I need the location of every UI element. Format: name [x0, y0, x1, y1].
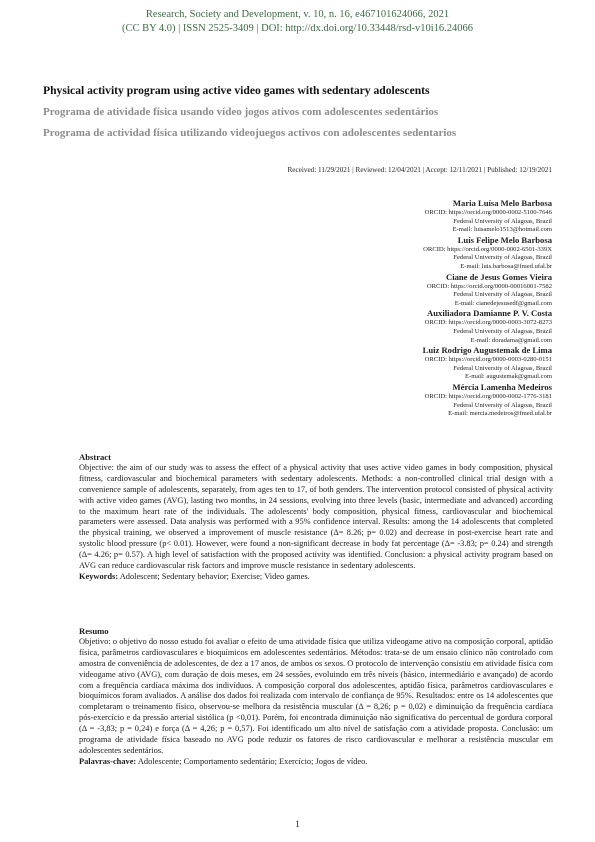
abstract-text: Objective: the aim of our study was to assess the effect of a physical activity that uses active video games in body composition, physical fitness, cardiovascular and biochemical parameters with sedentary adolescents. Methods: a non-controlled clinical trial design with a convenience sample of adolescents, separately, from ages ten to 17, of both genders. The intervention protocol consisted of physical activity with active video games (AVG), lasting two months, in 24 sessions, evolving into three levels (basic, intermediate and advanced) according to the maximum heart rate of the individuals. The adolescents' body composition, physical fitness, cardiovascular and biochemical parameters were assessed. Data analysis was performed with a 95% confidence interval. Results: among the 14 adolescents that completed the physical training, we observed a improvement of muscle resistance (Δ= 8.26; p= 0.02) and decrease in post-exercise heart rate and systolic blood pressure (p< 0.01). However, were found a non-significant decrease in body fat percentage (Δ= -3.83; p= 0.24) and strength (Δ= 4.26; p= 0.57). A high level of satisfaction with the proposed activity was identified. Conclusion: a physical activity program based on AVG can reduce cardiovascular risk factors and improve muscle resistance in sedentary adolescents. [79, 462, 553, 571]
author-name: Luís Felipe Melo Barbosa [457, 234, 552, 245]
author-name: Auxiliadora Damianne P. V. Costa [427, 308, 552, 319]
resumo-heading: Resumo [79, 626, 109, 636]
author-orcid[interactable]: ORCID: https://orcid.org/0000-0002-1776-3181 [424, 392, 552, 400]
resumo-keywords [79, 757, 553, 768]
abstract-heading: Abstract [79, 452, 111, 462]
author-orcid[interactable]: ORCID: https://orcid.org/0000-00016001-7582 [426, 282, 552, 290]
page-number: 1 [295, 820, 300, 830]
author-orcid[interactable]: ORCID: https://orcid.org/0000-0002-5100-7646 [424, 209, 552, 216]
author-email[interactable]: E-mail: doradama@gmail.com [470, 336, 552, 344]
journal-header [0, 8, 595, 36]
author-email[interactable]: E-mail: augustemak@gmail.com [464, 373, 552, 381]
palavras-chave-label: Palavras-chave: [79, 756, 137, 766]
title-portuguese: Programa de atividade física usando vídeo jogos ativos com adolescentes sedentários [43, 106, 439, 118]
author-name: Maria Luísa Melo Barbosa [452, 198, 552, 208]
author-affiliation: Federal University of Alagoas, Brazil [453, 291, 552, 299]
author-affiliation: Federal University of Alagoas, Brazil [453, 217, 552, 225]
abstract-section [79, 452, 553, 583]
author-name: Mércia Lamenha Medeiros [452, 381, 552, 392]
author-orcid[interactable]: ORCID: https://orcid.org/0000-0003-3072-8273 [424, 319, 552, 327]
author-email[interactable]: E-mail: mercia.medeiros@fmed.ufal.br [448, 410, 552, 418]
keywords-label: Keywords: [79, 571, 119, 581]
author-name: Luiz Rodrigo Augustemak de Lima [422, 345, 552, 356]
resumo-section [79, 626, 553, 768]
abstract-keywords [79, 572, 553, 583]
author-name: Ciane de Jesus Gomes Vieira [446, 271, 552, 282]
resumo-text: Objetivo: o objetivo do nosso estudo foi avaliar o efeito de uma atividade física que utiliza videogame ativo na composição corporal, aptidão física, parâmetros cardiovasculares e bioquímicos em adolescentes sedentários. Métodos: trata-se de um ensaio clínico não controlado com amostra de conveniência de adolescentes, de dez a 17 anos, de ambos os sexos. O protocolo de intervenção consistiu em atividade física com videogame ativo (AVG), com duração de dois meses, em 24 sessões, evoluindo em três níveis (básico, intermediário e avançado) de acordo com a frequência cardíaca máxima dos indivíduos. A composição corporal dos adolescentes, aptidão física, parâmetros cardiovasculares e bioquímicos foram avaliados. A análise dos dados foi realizada com intervalo de confiança de 95%. Resultados: entre os 14 adolescentes que completaram o treinamento físico, observou-se melhora da resistência muscular (Δ = 8,26; p = 0,02) e diminuição da frequência cardíaca pós-exercício e da pressão arterial sistólica (p <0,01). Porém, foi encontrada diminuição não significativa do percentual de gordura corporal (Δ = -3,83; p = 0,24) e força (Δ = 4,26; p = 0,57). Foi identificado um alto nível de satisfação com a atividade proposta. Conclusão: um programa de atividade física baseado no AVG pode reduzir os fatores de risco cardiovascular e melhorar a resistência muscular em adolescentes sedentários. [79, 636, 553, 755]
palavras-chave-list: Adolescente; Comportamento sedentário; Exercício; Jogos de vídeo. [136, 756, 368, 766]
author-affiliation: Federal University of Alagoas, Brazil [453, 401, 552, 409]
author-block [252, 235, 552, 272]
author-email[interactable]: E-mail: cianedejesusedf@gmail.com [454, 299, 552, 307]
journal-license-doi: (CC BY 4.0) | ISSN 2525-3409 | DOI: http://dx.doi.org/10.33448/rsd-v10i16.24066 [121, 23, 473, 34]
author-affiliation: Federal University of Alagoas, Brazil [453, 254, 552, 262]
keywords-list: Adolescent; Sedentary behavior; Exercise; Video games. [118, 571, 310, 581]
author-block [252, 345, 552, 382]
author-block [252, 272, 552, 309]
title-english: Physical activity program using active video games with sedentary adolescents [43, 84, 430, 97]
title-spanish: Programa de actividad física utilizando videojuegos activos con adolescentes sedentarios [43, 127, 457, 139]
author-affiliation: Federal University of Alagoas, Brazil [453, 364, 552, 372]
author-affiliation: Federal University of Alagoas, Brazil [453, 327, 552, 335]
author-orcid[interactable]: ORCID: https://orcid.org/0000-0003-0280-0151 [424, 356, 552, 364]
author-orcid[interactable]: ORCID: https://orcid.org/0000-0002-6501-339X [423, 245, 552, 253]
author-block [252, 308, 552, 345]
submission-dates: Received: 11/29/2021 | Reviewed: 12/04/2021 | Accept: 12/11/2021 | Published: 12/19/2021 [287, 166, 552, 174]
author-block [252, 198, 552, 235]
author-email[interactable]: E-mail: luisamelo1513@hotmail.com [452, 226, 552, 234]
author-email[interactable]: E-mail: luis.barbosa@fmed.ufal.br [460, 262, 552, 270]
author-block [252, 382, 552, 419]
journal-citation: Research, Society and Development, v. 10, n. 16, e467101624066, 2021 [145, 9, 450, 20]
author-list [252, 198, 552, 419]
